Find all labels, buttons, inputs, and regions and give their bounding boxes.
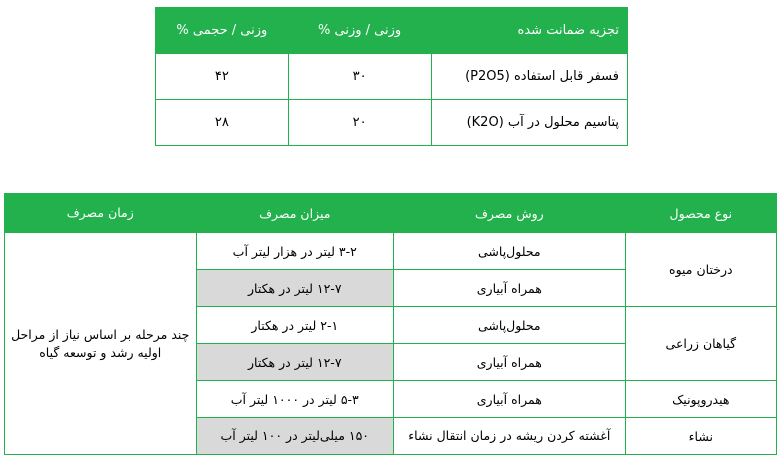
usage-time-cell: چند مرحله بر اساس نیاز از مراحل اولیه رشد و توسعه گیاه [5,233,197,455]
method-cell: همراه آبیاری [394,344,626,381]
potassium-label: پتاسیم محلول در آب (K2O) [431,100,627,146]
rate-header: میزان مصرف [196,194,394,233]
phosphorus-wv-value: ۴۲ [156,54,289,100]
method-cell: همراه آبیاری [394,381,626,418]
rate-cell: ۵-۳ لیتر در ۱۰۰۰ لیتر آب [196,381,394,418]
phosphorus-ww-value: ۳۰ [288,54,431,100]
potassium-wv-value: ۲۸ [156,100,289,146]
time-header: زمان مصرف [5,194,197,233]
method-cell: محلول‌پاشی [394,233,626,270]
potassium-ww-value: ۲۰ [288,100,431,146]
analysis-header: تجزیه ضمانت شده [431,8,627,54]
rate-cell: ۳-۲ لیتر در هزار لیتر آب [196,233,394,270]
method-cell: محلول‌پاشی [394,307,626,344]
crop-header: نوع محصول [625,194,776,233]
guarantee-header-row [156,8,628,54]
crop-hydroponic: هیدروپونیک [625,381,776,418]
table-row [156,100,628,146]
guarantee-analysis-table [155,7,628,146]
table-row [5,233,777,270]
weight-weight-header: وزنی / وزنی % [288,8,431,54]
method-cell: همراه آبیاری [394,270,626,307]
phosphorus-label: فسفر قابل استفاده (P2O5) [431,54,627,100]
table-row [156,54,628,100]
rate-cell: ۱۲-۷ لیتر در هکتار [196,270,394,307]
method-header: روش مصرف [394,194,626,233]
rate-cell: ۲-۱ لیتر در هکتار [196,307,394,344]
crop-field-crops: گیاهان زراعی [625,307,776,381]
crop-seedling: نشاء [625,418,776,455]
rate-cell: ۱۵۰ میلی‌لیتر در ۱۰۰ لیتر آب [196,418,394,455]
usage-header-row [5,194,777,233]
method-cell: آغشته کردن ریشه در زمان انتقال نشاء [394,418,626,455]
crop-fruit-trees: درختان میوه [625,233,776,307]
rate-cell: ۱۲-۷ لیتر در هکتار [196,344,394,381]
weight-volume-header: وزنی / حجمی % [156,8,289,54]
usage-table [4,193,777,455]
